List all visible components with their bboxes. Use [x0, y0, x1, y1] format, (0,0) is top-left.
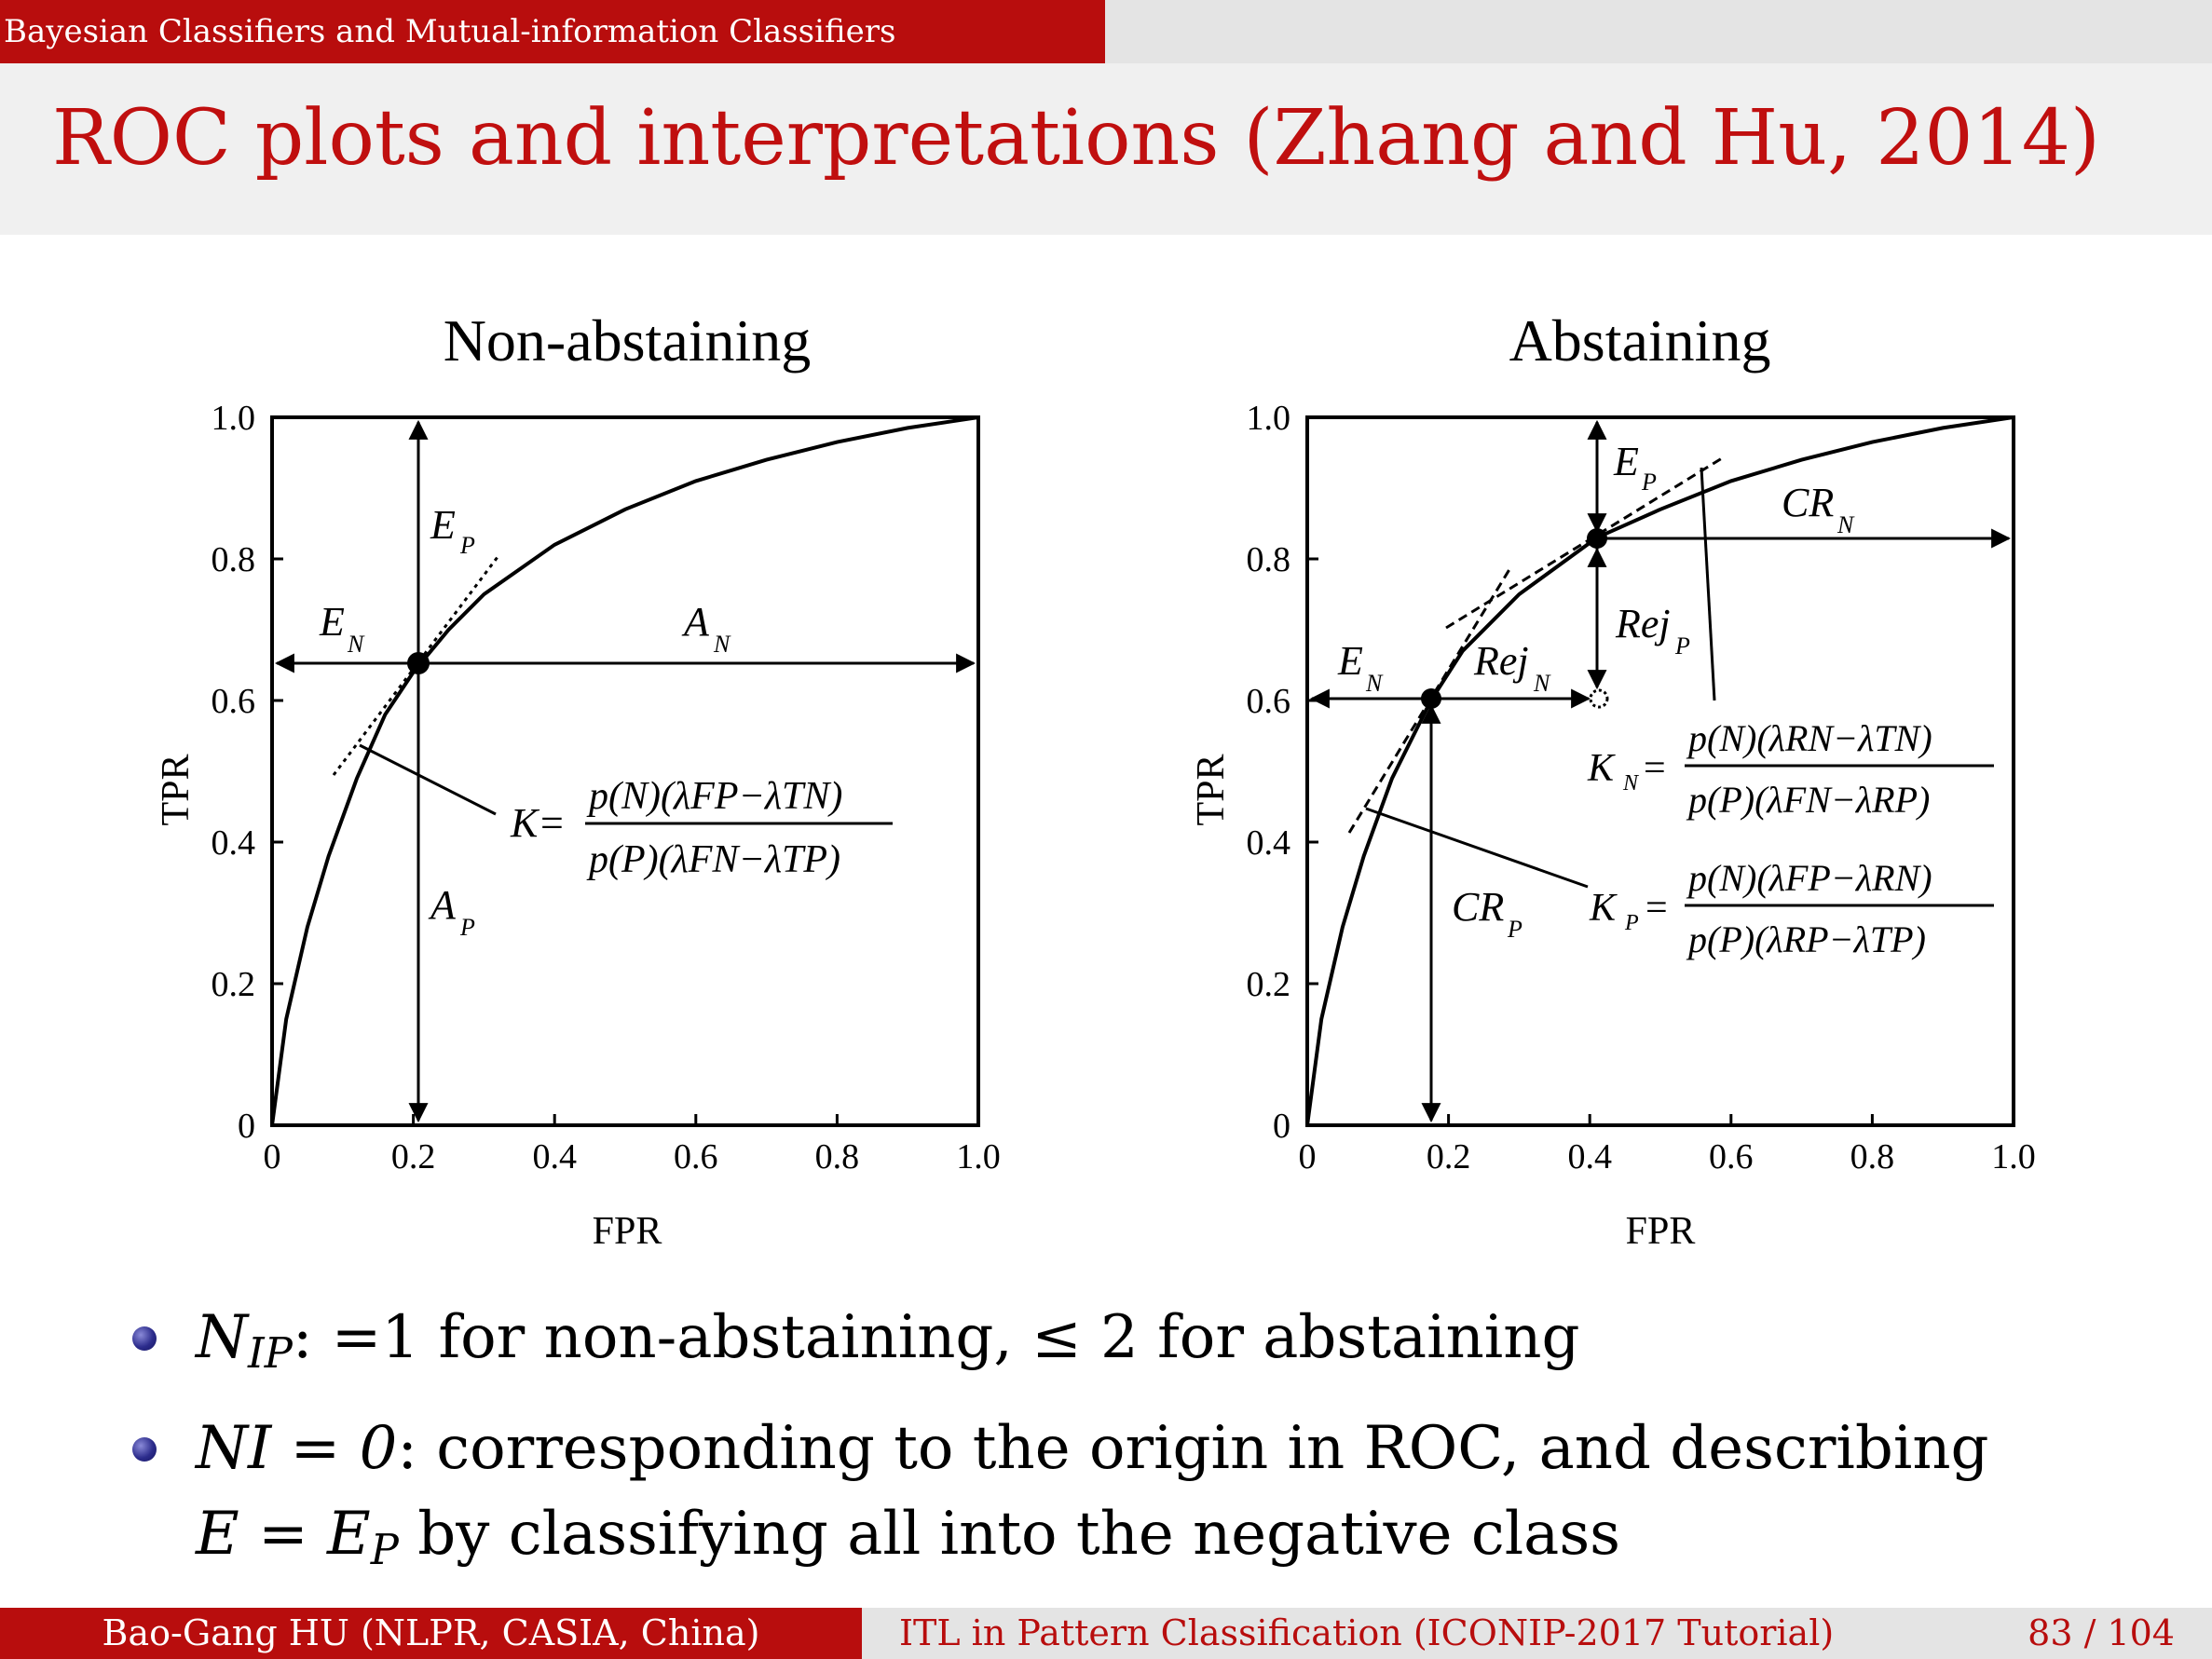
x-axis-label: FPR: [592, 1210, 662, 1253]
section-title: Bayesian Classifiers and Mutual-information Classifiers: [0, 0, 1105, 63]
svg-text:K: K: [1590, 887, 1617, 930]
svg-text:P: P: [460, 914, 475, 941]
bullet-item: [121, 1406, 2171, 1593]
bullet-icon: [132, 1326, 157, 1351]
bullet-text: : corresponding to the origin in ROC, and describing: [397, 1414, 1989, 1484]
svg-text:E: E: [320, 599, 345, 645]
x-tick-label: 1.0: [956, 1137, 1001, 1176]
footer-talk: ITL in Pattern Classification (ICONIP-2017 Tutorial): [899, 1612, 1835, 1653]
y-axis-label: TPR: [1190, 754, 1233, 826]
svg-text:E: E: [430, 502, 456, 548]
x-tick-label: 0: [1298, 1137, 1317, 1176]
svg-text:P: P: [1642, 469, 1657, 496]
en-label: [1337, 638, 1384, 697]
y-tick-label: 0.4: [211, 823, 255, 863]
open-point: [1591, 690, 1607, 707]
x-tick-label: 1.0: [1991, 1137, 2036, 1176]
y-tick-label: 0: [1273, 1107, 1290, 1146]
kn-leader-line: [1701, 468, 1714, 700]
svg-text:p(N)(λRN−λTN): p(N)(λRN−λTN): [1688, 717, 1932, 759]
x-tick-label: 0.6: [674, 1137, 718, 1176]
an-label: [681, 599, 731, 658]
svg-text:P: P: [460, 532, 475, 559]
bullet-item: [121, 1295, 2171, 1396]
svg-text:=: =: [1645, 887, 1668, 930]
kp-leader-line: [1366, 809, 1588, 887]
svg-text:CR: CR: [1452, 884, 1505, 930]
slide-title: ROC plots and interpretations (Zhang and Hu, 2014): [52, 94, 2100, 183]
page-number: 83 / 104: [2028, 1612, 2175, 1653]
svg-text:Rej: Rej: [1616, 601, 1671, 646]
roc-curve: [272, 417, 978, 1125]
svg-text:p(P)(λRP−λTP): p(P)(λRP−λTP): [1688, 918, 1926, 960]
operating-point: [407, 652, 430, 674]
svg-text:E: E: [1614, 439, 1639, 484]
rejp-label: [1615, 601, 1690, 660]
svg-text:Rej: Rej: [1474, 638, 1529, 684]
rejn-label: [1473, 638, 1551, 697]
y-tick-label: 0: [238, 1107, 255, 1146]
svg-text:A: A: [430, 882, 456, 928]
chart-abstaining: [1190, 307, 2036, 1253]
bullet-math: E = E: [196, 1500, 371, 1570]
svg-text:p(P)(λFN−λTP): p(P)(λFN−λTP): [589, 838, 841, 881]
kn-formula: [1587, 717, 1994, 821]
bullet-list: [121, 1295, 2171, 1593]
operating-point-upper: [1587, 528, 1607, 549]
x-tick-label: 0.6: [1709, 1137, 1754, 1176]
svg-text:A: A: [684, 599, 709, 645]
k-leader-line: [360, 745, 496, 814]
bullet-icon: [132, 1437, 157, 1462]
svg-text:P: P: [1508, 916, 1522, 943]
bullet-math: NI = 0: [196, 1414, 398, 1484]
svg-text:E: E: [1338, 638, 1363, 684]
svg-text:K: K: [511, 800, 539, 846]
y-tick-label: 0.2: [1246, 965, 1290, 1004]
ep-label: [1613, 439, 1657, 496]
y-tick-label: 1.0: [1246, 399, 1290, 438]
svg-text:P: P: [1625, 911, 1639, 935]
y-tick-label: 0.2: [211, 965, 255, 1004]
svg-text:N: N: [1366, 670, 1383, 697]
svg-text:p(N)(λFP−λTN): p(N)(λFP−λTN): [589, 775, 843, 818]
footer-info: [862, 1608, 2212, 1659]
svg-text:P: P: [1675, 632, 1690, 660]
x-tick-label: 0.2: [390, 1137, 436, 1176]
chart-non-abstaining: [155, 307, 1001, 1253]
header-bar: [0, 0, 2212, 63]
bullet-math-sub: IP: [248, 1328, 293, 1379]
y-tick-label: 0.8: [211, 540, 255, 579]
y-tick-label: 1.0: [211, 399, 255, 438]
svg-text:=: =: [1644, 747, 1666, 790]
bullet-math-sub: P: [370, 1525, 399, 1575]
bullet-text: by classifying all into the negative class: [398, 1500, 1620, 1570]
x-tick-label: 0.4: [1567, 1137, 1612, 1176]
svg-text:N: N: [714, 631, 731, 658]
y-tick-label: 0.4: [1246, 823, 1290, 863]
svg-text:p(P)(λFN−λRP): p(P)(λFN−λRP): [1688, 779, 1931, 821]
roc-figures: [0, 298, 2212, 1267]
y-tick-label: 0.6: [211, 682, 255, 721]
x-tick-label: 0: [263, 1137, 281, 1176]
bullet-text: : =1 for non-abstaining, ≤ 2 for abstaining: [292, 1303, 1580, 1372]
x-tick-label: 0.4: [532, 1137, 577, 1176]
plot-frame: [272, 417, 978, 1125]
crn-label: [1782, 480, 1855, 538]
y-axis-label: TPR: [155, 754, 198, 826]
chart-title: Non-abstaining: [443, 307, 812, 374]
svg-text:N: N: [1837, 511, 1854, 538]
y-tick-label: 0.6: [1246, 682, 1290, 721]
svg-text:=: =: [540, 800, 564, 846]
tangent-line-upper: [1446, 458, 1722, 628]
crp-label: [1452, 884, 1522, 943]
chart-title: Abstaining: [1509, 307, 1771, 374]
x-tick-label: 0.8: [1850, 1137, 1895, 1176]
x-tick-label: 0.8: [814, 1137, 860, 1176]
x-axis-label: FPR: [1625, 1210, 1696, 1253]
kp-formula: [1589, 857, 1994, 960]
footer-author: Bao-Gang HU (NLPR, CASIA, China): [0, 1608, 862, 1659]
footer: [0, 1608, 2212, 1659]
y-tick-label: 0.8: [1246, 540, 1290, 579]
svg-text:N: N: [1623, 771, 1639, 796]
ep-label: [430, 502, 475, 559]
svg-text:CR: CR: [1782, 480, 1835, 525]
k-formula: [510, 775, 893, 881]
svg-text:p(N)(λFP−λRN): p(N)(λFP−λRN): [1688, 857, 1932, 899]
ap-label: [428, 882, 475, 941]
svg-text:N: N: [348, 631, 364, 658]
x-tick-label: 0.2: [1426, 1137, 1471, 1176]
svg-text:K: K: [1588, 747, 1615, 790]
bullet-math: N: [196, 1303, 248, 1372]
svg-text:N: N: [1534, 670, 1550, 697]
operating-point-lower: [1421, 688, 1441, 709]
en-label: [319, 599, 365, 658]
